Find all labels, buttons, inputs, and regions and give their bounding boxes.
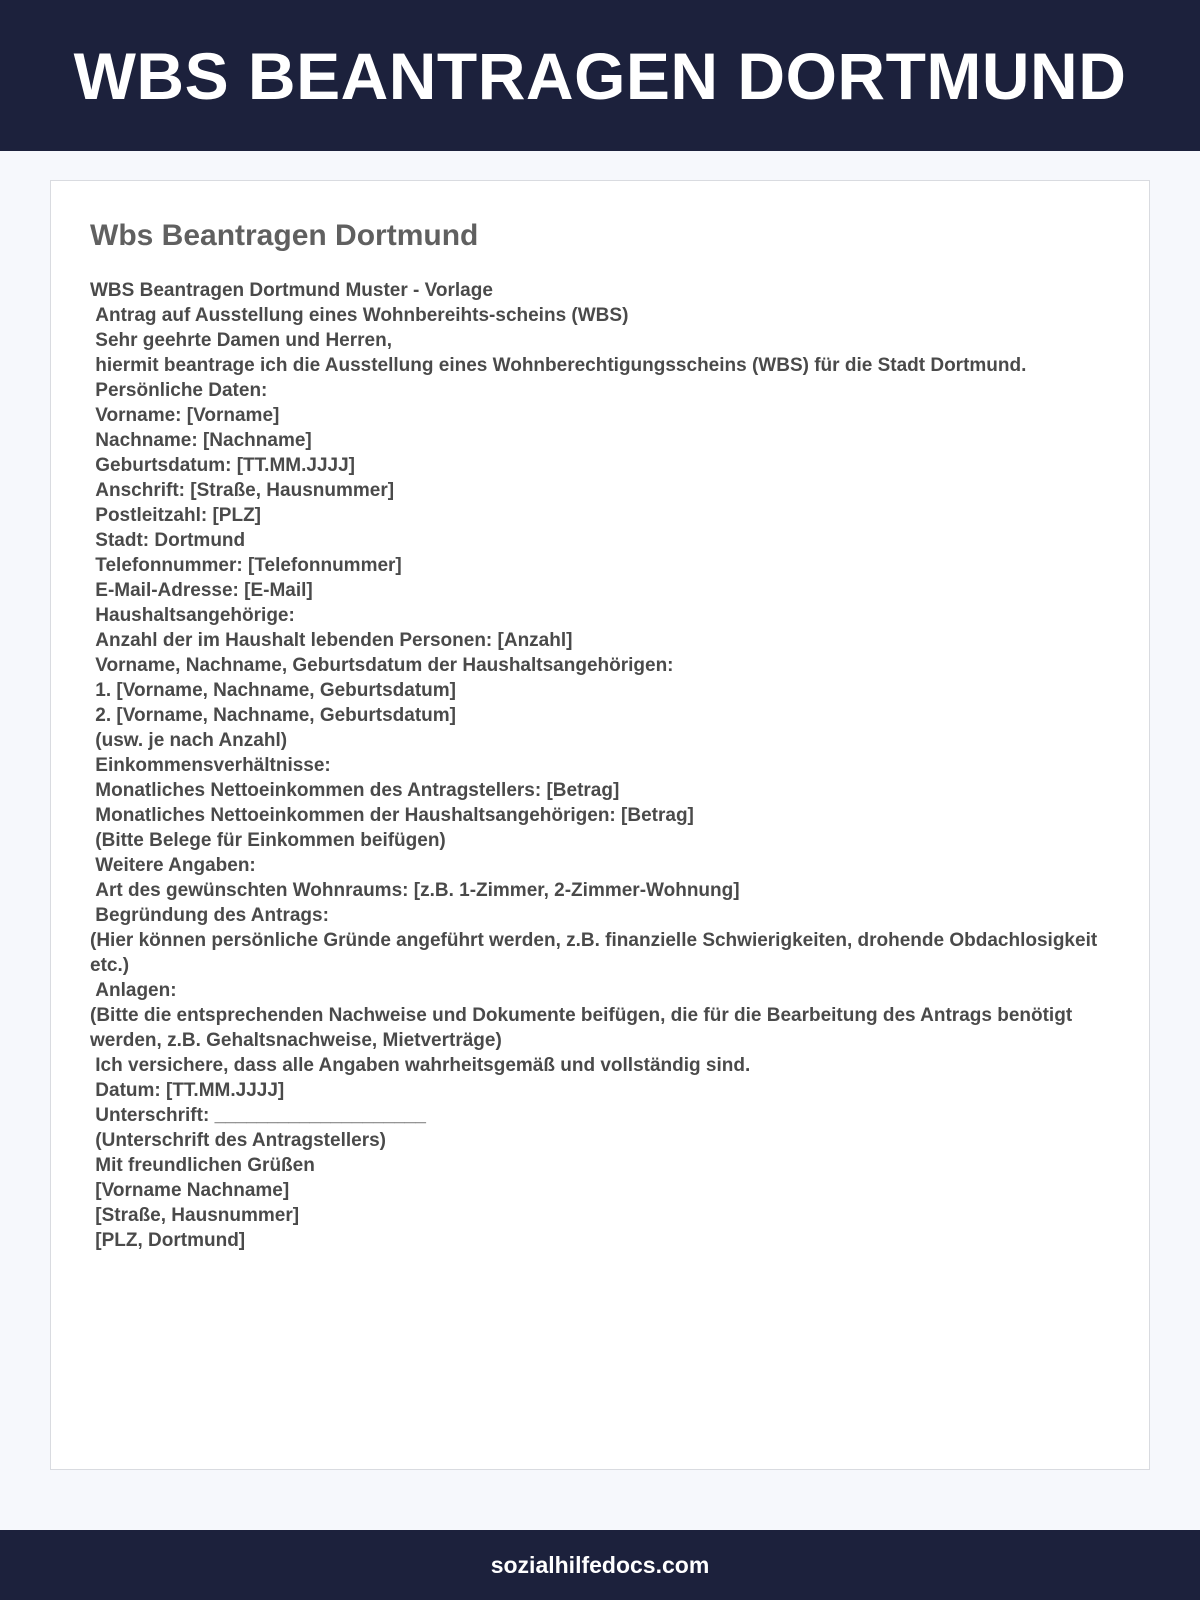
footer-site-name: sozialhilfedocs.com <box>490 1551 710 1578</box>
page-footer <box>0 1530 1200 1600</box>
header-title: WBS BEANTRAGEN DORTMUND <box>73 38 1127 113</box>
document-body: WBS Beantragen Dortmund Muster - Vorlage Antrag auf Ausstellung eines Wohnbereihts-scheins (WBS) Sehr geehrte Damen und Herren, hiermit beantrage ich die Ausstellung eines Wohnberechtigungsscheins (WBS) für die Stadt Dortmund. Persönliche Daten: Vorname: [Vorname] Nachname: [Nachname] Geburtsdatum: [TT.MM.JJJJ] Anschrift: [Straße, Hausnummer] Postleitzahl: [PLZ] Stadt: Dortmund Telefonnummer: [Telefonnummer] E-Mail-Adresse: [E-Mail] Haushaltsangehörige: Anzahl der im Haushalt lebenden Personen: [Anzahl] Vorname, Nachname, Geburtsdatum der Haushaltsangehörigen: 1. [Vorname, Nachname, Geburtsdatum] 2. [Vorname, Nachname, Geburtsdatum] (usw. je nach Anzahl) Einkommensverhältnisse: Monatliches Nettoeinkommen des Antragstellers: [Betrag] Monatliches Nettoeinkommen der Haushaltsangehörigen: [Betrag] (Bitte Belege für Einkommen beifügen) Weitere Angaben: Art des gewünschten Wohnraums: [z.B. 1-Zimmer, 2-Zimmer-Wohnung] Begründung des Antrags: (Hier können persönliche Gründe angeführt werden, z.B. finanzielle Schwierigkeiten, drohende Obdachlosigkeit etc.) Anlagen: (Bitte die entsprechenden Nachweise und Dokumente beifügen, die für die Bearbeitung des Antrags benötigt werden, z.B. Gehaltsnachweise, Mietverträge) Ich versichere, dass alle Angaben wahrheitsgemäß und vollständig sind. Datum: [TT.MM.JJJJ] Unterschrift: ____________________ (Unterschrift des Antragstellers) Mit freundlichen Grüßen [Vorname Nachname] [Straße, Hausnummer] [PLZ, Dortmund] <box>90 280 1098 1251</box>
document-title: Wbs Beantragen Dortmund <box>90 219 479 252</box>
page-header <box>0 0 1200 151</box>
document-card <box>50 180 1150 1470</box>
